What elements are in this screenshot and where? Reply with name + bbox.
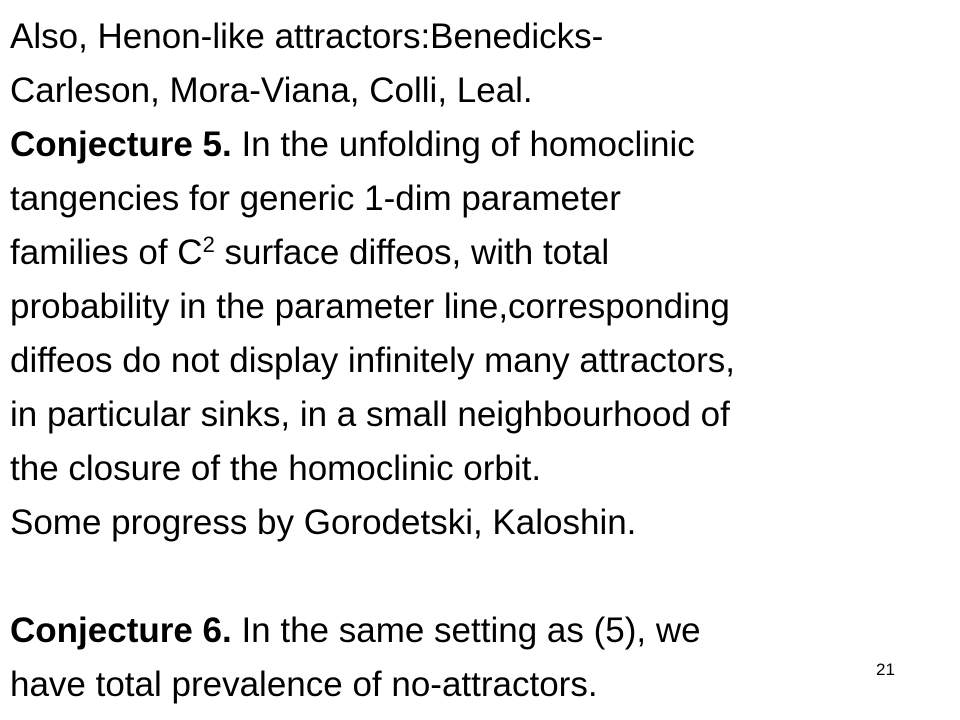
conjecture-6-line [10,604,950,658]
conjecture-6-text: In the same setting as (5), we [231,611,701,650]
text-line: Carleson, Mora-Viana, Colli, Leal. [10,71,533,110]
text-line: in particular sinks, in a small neighbourhood of [10,395,730,434]
text-fragment: families of C [10,233,203,272]
text-line: probability in the parameter line,corresponding [10,287,730,326]
slide-body [10,10,950,712]
text-line: diffeos do not display infinitely many attractors, [10,341,736,380]
conjecture-5-line [10,118,950,172]
conjecture-5-label: Conjecture 5. [10,125,232,164]
text-line: tangencies for generic 1-dim parameter [10,179,621,218]
text-line: the closure of the homoclinic orbit. [10,449,542,488]
text-line: have total prevalence of no-attractors. [10,665,598,704]
text-line: Also, Henon-like attractors:Benedicks- [10,17,604,56]
conjecture-6-label: Conjecture 6. [10,611,232,650]
blank-line [10,550,950,604]
progress-line: Some progress by Gorodetski, Kaloshin. [10,503,637,542]
conjecture-5-text: In the unfolding of homoclinic [231,125,695,164]
superscript: 2 [202,232,215,257]
conjecture-5-math-line [10,226,950,280]
page-number: 21 [876,660,895,679]
text-fragment: surface diffeos, with total [214,233,610,272]
